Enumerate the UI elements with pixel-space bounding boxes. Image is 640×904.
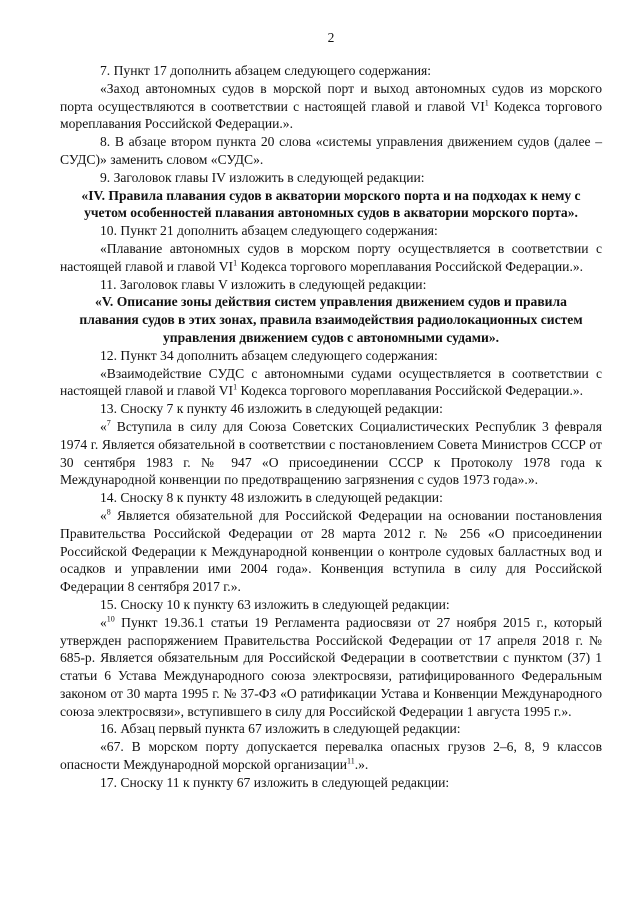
paragraph-text: «IV. Правила плавания судов в акватории морского порта и на подходах к нему с учетом особенностей плавания автономных судов в акватории морского порта». (81, 187, 581, 221)
paragraph-text: «Взаимодействие СУДС с автономными судами осуществляется в соответствии с настоящей главой и главой VI (60, 365, 602, 399)
footnote-mark: 1 (233, 258, 238, 268)
paragraph-text: « (100, 418, 107, 434)
paragraph-text: 8. В абзаце втором пункта 20 слова «системы управления движением судов (далее – СУДС)» заменить словом «СУДС». (60, 134, 602, 167)
paragraph-text-continued: Кодекса торгового мореплавания Российской Федерации.». (60, 98, 602, 132)
paragraph-text: 14. Сноску 8 к пункту 48 изложить в следующей редакции: (100, 490, 443, 506)
paragraph-text: 10. Пункт 21 дополнить абзацем следующего содержания: (100, 223, 438, 239)
paragraph-text: «Заход автономных судов в морской порт и выход автономных судов из морского порта осуществляются в соответствии с настоящей главой и главой VI (60, 80, 602, 114)
paragraph (60, 507, 602, 596)
footnote-mark: 1 (233, 382, 238, 392)
paragraph (60, 240, 602, 276)
paragraph-text: 7. Пункт 17 дополнить абзацем следующего содержания: (100, 63, 432, 78)
footnote-mark: 1 (484, 98, 489, 108)
paragraph (60, 720, 602, 738)
paragraph (60, 62, 602, 80)
footnote-mark: 8 (106, 507, 111, 517)
paragraph (60, 347, 602, 365)
paragraph-text-continued: Вступила в силу для Союза Советских Социалистических Республик 3 февраля 1974 г. Является обязательной в соответствии с постановлением Совета Министров СССР от 30 сентября 1983 г. № 947 «О присоединении СССР к Протоколу 1978 года к Международной конвенции по предотвращению загрязнения с судов 1973 года».». (60, 418, 602, 488)
paragraph (60, 80, 602, 133)
page-number: 2 (327, 30, 335, 45)
paragraph-text: 11. Заголовок главы V изложить в следующей редакции: (100, 276, 427, 292)
paragraph (60, 489, 602, 507)
paragraph-text: «Плавание автономных судов в морском порту осуществляется в соответствии с настоящей главой и главой VI (60, 240, 602, 274)
paragraph (60, 738, 602, 774)
footnote-mark: 11 (347, 756, 355, 766)
paragraph (60, 400, 602, 418)
paragraph-text: 13. Сноску 7 к пункту 46 изложить в следующей редакции: (100, 401, 443, 417)
paragraph-text: « (100, 614, 107, 630)
paragraph-text: «V. Описание зоны действия систем управления движением судов и правила плавания судов в этих зонах, правила взаимодействия радиолокационных систем управления движением судов с автономными судами». (79, 294, 583, 345)
paragraph-text-continued: Является обязательной для Российской Федерации на основании постановления Правительства Российской Федерации от 28 марта 2012 г. № 256 «О присоединении Российской Федерации к Международной конвенции о контроле судовых балластных вод и осадков и управлении ими 2004 года». Конвенция вступила в силу для Российской Федерации 8 сентября 2017 г.». (60, 507, 602, 595)
paragraph-text-continued: Кодекса торгового мореплавания Российской Федерации.». (237, 383, 584, 399)
paragraph-text: 9. Заголовок главы IV изложить в следующей редакции: (100, 169, 425, 185)
footnote-mark: 7 (106, 418, 111, 428)
paragraph (60, 276, 602, 294)
paragraph-text: 16. Абзац первый пункта 67 изложить в следующей редакции: (100, 721, 461, 737)
paragraph-text: «67. В морском порту допускается перевалка опасных грузов 2–6, 8, 9 классов опасности Международной морской организации (60, 739, 602, 773)
section-heading (60, 187, 602, 223)
document-body (60, 62, 602, 792)
paragraph (60, 133, 602, 169)
paragraph (60, 169, 602, 187)
paragraph-text: 15. Сноску 10 к пункту 63 изложить в следующей редакции: (100, 596, 450, 612)
paragraph-text: « (100, 507, 107, 523)
paragraph-text: 12. Пункт 34 дополнить абзацем следующего содержания: (100, 347, 438, 363)
section-heading (60, 293, 602, 346)
paragraph-text-continued: Пункт 19.36.1 статьи 19 Регламента радиосвязи от 27 ноября 2015 г., который утвержден распоряжением Правительства Российской Федерации от 17 апреля 2018 г. № 685-р. Является обязательным для Российской Федерации в соответствии с пунктом (37) 1 статьи 6 Устава Международного союза электросвязи, ратифицированного Федеральным законом от 30 марта 1995 г. № 37-ФЗ «О ратификации Устава и Конвенции Международного союза электросвязи», вступившего в силу для Российской Федерации 1 августа 1995 г.». (60, 614, 602, 719)
paragraph (60, 596, 602, 614)
paragraph-text-continued: Кодекса торгового мореплавания Российской Федерации.». (237, 258, 584, 274)
paragraph (60, 774, 602, 792)
paragraph-text: 17. Сноску 11 к пункту 67 изложить в следующей редакции: (100, 774, 450, 790)
paragraph-text-continued: .». (354, 757, 369, 773)
paragraph (60, 222, 602, 240)
paragraph (60, 614, 602, 721)
footnote-mark: 10 (106, 614, 115, 624)
paragraph (60, 418, 602, 489)
paragraph (60, 365, 602, 401)
